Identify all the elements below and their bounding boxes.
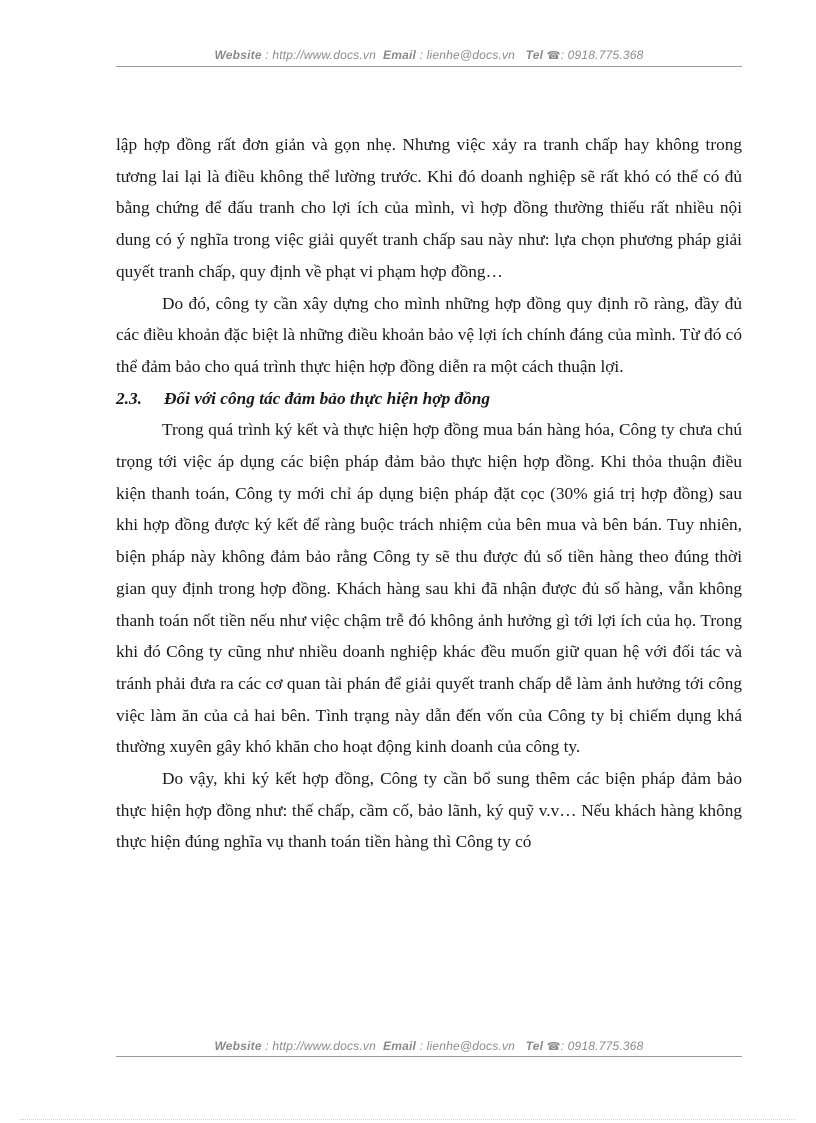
header-tel-label: Tel xyxy=(525,48,544,62)
header-website-link[interactable]: : http://www.docs.vn xyxy=(265,48,376,62)
section-heading xyxy=(116,383,742,415)
header-website-label: Website xyxy=(214,48,262,62)
body-paragraph: Do vậy, khi ký kết hợp đồng, Công ty cần bổ sung thêm các biện pháp đảm bảo thực hiện hợp đồng như: thế chấp, cầm cố, bảo lãnh, ký quỹ v.v… Nếu khách hàng không thực hiện đúng nghĩa vụ thanh toán tiền hàng thì Công ty có xyxy=(116,769,742,852)
body-paragraph: Do đó, công ty cần xây dựng cho mình những hợp đồng quy định rõ ràng, đầy đủ các điều khoản đặc biệt là những điều khoản bảo vệ lợi ích chính đáng của mình. Từ đó có thể đảm bảo cho quá trình thực hiện hợp đồng diễn ra một cách thuận lợi. xyxy=(116,293,742,376)
header-rule xyxy=(116,66,742,67)
header-email-link[interactable]: : lienhe@docs.vn xyxy=(419,48,516,62)
header-email-label: Email xyxy=(383,48,417,62)
page-header xyxy=(116,48,742,62)
phone-icon: ☎ xyxy=(546,1041,561,1053)
phone-icon: ☎ xyxy=(546,50,561,62)
header-tel-value: : 0918.775.368 xyxy=(560,48,644,62)
footer-website-link[interactable]: : http://www.docs.vn xyxy=(265,1039,376,1053)
page-edge-dotted-line xyxy=(20,1119,796,1120)
footer-tel-label: Tel xyxy=(525,1039,544,1053)
footer-email-label: Email xyxy=(383,1039,417,1053)
body-paragraph: lập hợp đồng rất đơn giản và gọn nhẹ. Nhưng việc xảy ra tranh chấp hay không trong tương lai lại là điều không thể lường trước. Khi đó doanh nghiệp sẽ rất khó có thể có đủ bằng chứng để đấu tranh cho lợi ích của mình, vì hợp đồng thường thiếu rất nhiều nội dung có ý nghĩa trong việc giải quyết tranh chấp sau này như: lựa chọn phương pháp giải quyết tranh chấp, quy định về phạt vi phạm hợp đồng… xyxy=(116,135,742,281)
page-footer xyxy=(116,1039,742,1053)
section-title: Đối với công tác đảm bảo thực hiện hợp đồng xyxy=(164,388,491,408)
body-paragraph: Trong quá trình ký kết và thực hiện hợp đồng mua bán hàng hóa, Công ty chưa chú trọng tới việc áp dụng các biện pháp đảm bảo thực hiện hợp đồng. Khi thỏa thuận điều kiện thanh toán, Công ty mới chỉ áp dụng biện pháp đặt cọc (30% giá trị hợp đồng) sau khi hợp đồng được ký kết để ràng buộc trách nhiệm của bên mua và bên bán. Tuy nhiên, biện pháp này không đảm bảo rằng Công ty sẽ thu được đủ số tiền hàng theo đúng thời gian quy định trong hợp đồng. Khách hàng sau khi đã nhận được đủ số hàng, vẫn không thanh toán nốt tiền nếu như việc chậm trễ đó không ảnh hưởng gì tới lợi ích của họ. Trong khi đó Công ty cũng như nhiều doanh nghiệp khác đều muốn giữ quan hệ với đối tác và tránh phải đưa ra các cơ quan tài phán để giải quyết tranh chấp dễ làm ảnh hưởng tới công việc làm ăn của cả hai bên. Tình trạng này dẫn đến vốn của Công ty bị chiếm dụng khá thường xuyên gây khó khăn cho hoạt động kinh doanh của công ty. xyxy=(116,420,742,757)
footer-tel-value: : 0918.775.368 xyxy=(560,1039,644,1053)
footer-email-link[interactable]: : lienhe@docs.vn xyxy=(419,1039,516,1053)
footer-rule xyxy=(116,1056,742,1057)
footer-website-label: Website xyxy=(214,1039,262,1053)
section-number: 2.3. xyxy=(116,388,142,408)
page-content xyxy=(116,129,742,858)
